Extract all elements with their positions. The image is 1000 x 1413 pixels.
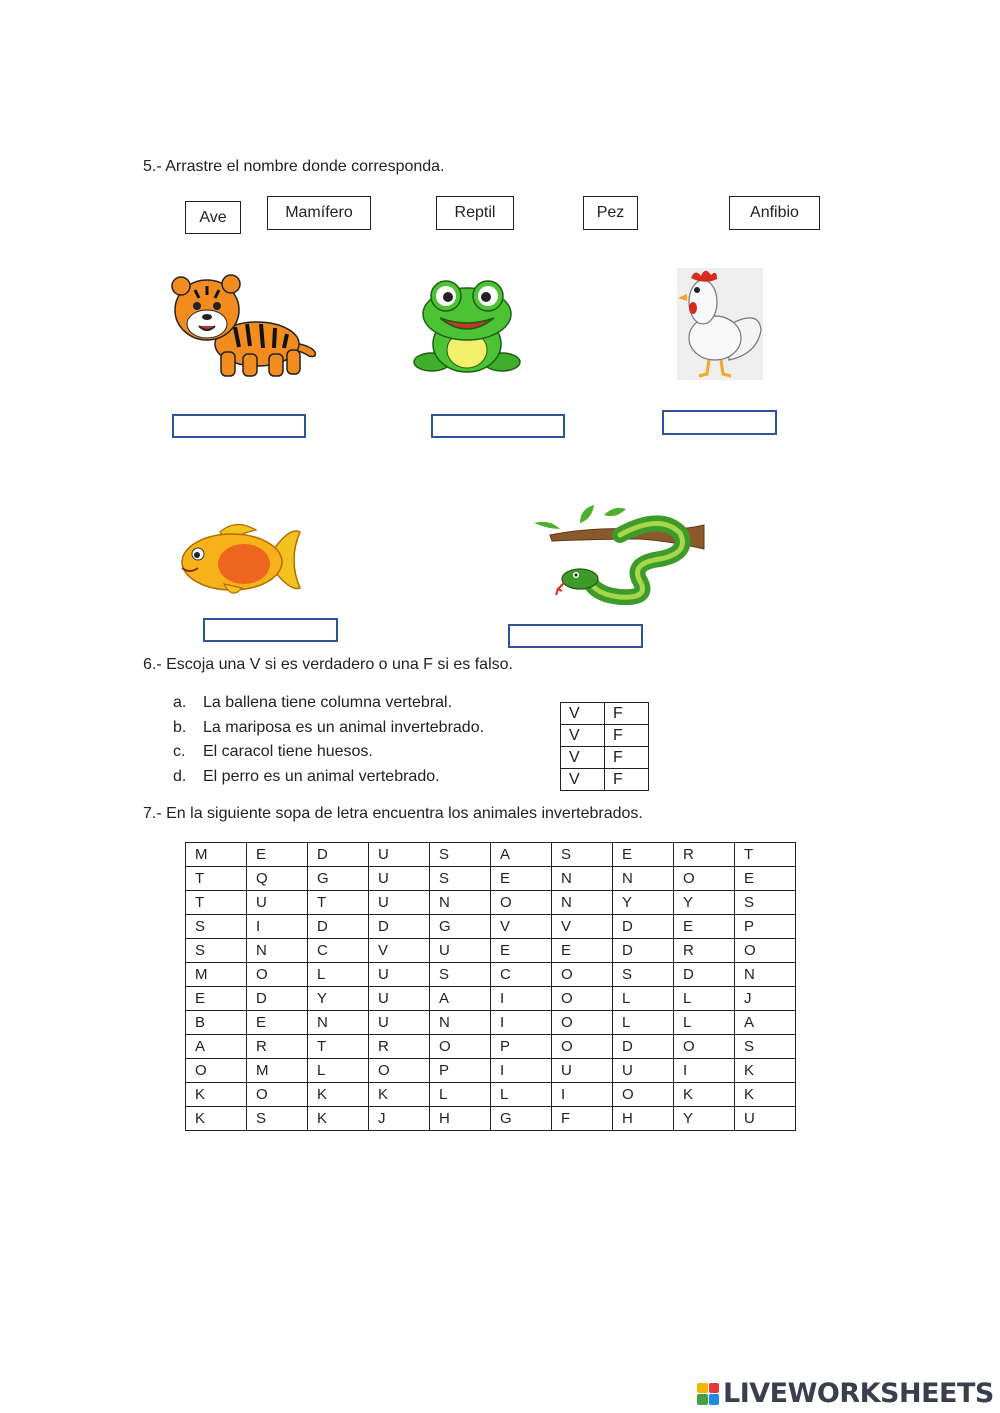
grid-cell[interactable]: L — [613, 987, 674, 1011]
grid-cell[interactable]: A — [491, 843, 552, 867]
grid-cell[interactable]: H — [613, 1107, 674, 1131]
grid-cell[interactable]: E — [674, 915, 735, 939]
grid-cell[interactable]: E — [613, 843, 674, 867]
grid-cell[interactable]: K — [735, 1059, 796, 1083]
grid-cell[interactable]: L — [308, 963, 369, 987]
grid-cell[interactable]: K — [308, 1107, 369, 1131]
grid-cell[interactable]: L — [674, 987, 735, 1011]
grid-cell[interactable]: V — [369, 939, 430, 963]
drop-box-snake[interactable] — [508, 624, 643, 648]
grid-cell[interactable]: I — [552, 1083, 613, 1107]
option-v-c[interactable]: V — [561, 747, 605, 769]
grid-cell[interactable]: D — [369, 915, 430, 939]
grid-cell[interactable]: M — [186, 843, 247, 867]
grid-row — [186, 867, 796, 891]
grid-row — [186, 987, 796, 1011]
question-a: a. La ballena tiene columna vertebral. — [173, 694, 453, 711]
grid-row — [186, 1083, 796, 1107]
grid-cell[interactable]: D — [308, 915, 369, 939]
fish-image — [176, 518, 302, 602]
grid-cell[interactable]: L — [491, 1083, 552, 1107]
grid-cell[interactable]: N — [247, 939, 308, 963]
grid-cell[interactable]: A — [186, 1035, 247, 1059]
grid-cell[interactable]: E — [491, 867, 552, 891]
grid-cell[interactable]: Y — [674, 1107, 735, 1131]
grid-cell[interactable]: N — [430, 891, 491, 915]
question-d: d. El perro es un animal vertebrado. — [173, 768, 440, 785]
grid-cell[interactable]: G — [308, 867, 369, 891]
grid-cell[interactable]: P — [491, 1035, 552, 1059]
grid-cell[interactable]: H — [430, 1107, 491, 1131]
grid-cell[interactable]: S — [735, 1035, 796, 1059]
option-v-a[interactable]: V — [561, 703, 605, 725]
grid-cell[interactable]: O — [552, 963, 613, 987]
grid-cell[interactable]: L — [674, 1011, 735, 1035]
grid-cell[interactable]: E — [552, 939, 613, 963]
grid-cell[interactable]: A — [735, 1011, 796, 1035]
drop-box-hen[interactable] — [662, 410, 777, 435]
section5-heading: 5.- Arrastre el nombre donde corresponda. — [143, 158, 445, 175]
grid-cell[interactable]: S — [430, 843, 491, 867]
grid-cell[interactable]: V — [491, 915, 552, 939]
grid-cell[interactable]: U — [369, 843, 430, 867]
question-b: b. La mariposa es un animal invertebrado. — [173, 719, 485, 736]
grid-cell[interactable]: A — [430, 987, 491, 1011]
grid-row — [186, 1035, 796, 1059]
grid-cell[interactable]: D — [247, 987, 308, 1011]
grid-cell[interactable]: O — [613, 1083, 674, 1107]
grid-cell[interactable]: O — [674, 1035, 735, 1059]
grid-cell[interactable]: N — [308, 1011, 369, 1035]
option-v-b[interactable]: V — [561, 725, 605, 747]
grid-cell[interactable]: S — [247, 1107, 308, 1131]
section7-heading: 7.- En la siguiente sopa de letra encuentra los animales invertebrados. — [143, 805, 643, 822]
grid-cell[interactable]: S — [186, 939, 247, 963]
grid-cell[interactable]: N — [735, 963, 796, 987]
grid-cell[interactable]: O — [735, 939, 796, 963]
grid-cell[interactable]: D — [613, 1035, 674, 1059]
grid-cell[interactable]: R — [674, 939, 735, 963]
grid-cell[interactable]: O — [430, 1035, 491, 1059]
option-f-a[interactable]: F — [605, 703, 649, 725]
true-false-table — [560, 702, 649, 791]
grid-cell[interactable]: U — [735, 1107, 796, 1131]
grid-cell[interactable]: S — [186, 915, 247, 939]
grid-cell[interactable]: L — [613, 1011, 674, 1035]
grid-cell[interactable]: K — [674, 1083, 735, 1107]
grid-cell[interactable]: U — [247, 891, 308, 915]
option-f-b[interactable]: F — [605, 725, 649, 747]
grid-cell[interactable]: C — [491, 963, 552, 987]
grid-cell[interactable]: R — [674, 843, 735, 867]
grid-cell[interactable]: L — [308, 1059, 369, 1083]
grid-cell[interactable]: O — [247, 963, 308, 987]
grid-cell[interactable]: S — [430, 963, 491, 987]
grid-cell[interactable]: O — [552, 987, 613, 1011]
vf-row-b — [561, 725, 649, 747]
grid-cell[interactable]: D — [674, 963, 735, 987]
grid-cell[interactable]: L — [430, 1083, 491, 1107]
option-v-d[interactable]: V — [561, 769, 605, 791]
logo-text: LIVEWORKSHEETS — [723, 1378, 994, 1409]
grid-cell[interactable]: O — [186, 1059, 247, 1083]
grid-cell[interactable]: S — [735, 891, 796, 915]
grid-cell[interactable]: O — [247, 1083, 308, 1107]
tiger-image — [165, 272, 323, 382]
grid-cell[interactable]: U — [369, 1011, 430, 1035]
grid-cell[interactable]: Y — [674, 891, 735, 915]
word-pez[interactable]: Pez — [583, 196, 638, 230]
grid-cell[interactable]: K — [186, 1083, 247, 1107]
grid-cell[interactable]: E — [247, 843, 308, 867]
word-search-grid — [185, 842, 796, 1131]
option-f-d[interactable]: F — [605, 769, 649, 791]
grid-cell[interactable]: K — [308, 1083, 369, 1107]
option-f-c[interactable]: F — [605, 747, 649, 769]
grid-cell[interactable]: I — [674, 1059, 735, 1083]
grid-cell[interactable]: M — [186, 963, 247, 987]
grid-cell[interactable]: C — [308, 939, 369, 963]
vf-row-d — [561, 769, 649, 791]
grid-cell[interactable]: T — [186, 891, 247, 915]
grid-cell[interactable]: P — [430, 1059, 491, 1083]
grid-row — [186, 891, 796, 915]
grid-cell[interactable]: K — [186, 1107, 247, 1131]
grid-cell[interactable]: D — [613, 939, 674, 963]
grid-cell[interactable]: S — [430, 867, 491, 891]
snake-image — [530, 505, 706, 605]
grid-cell[interactable]: O — [552, 1011, 613, 1035]
grid-cell[interactable]: T — [186, 867, 247, 891]
grid-cell[interactable]: N — [613, 867, 674, 891]
word-reptil[interactable]: Reptil — [436, 196, 514, 230]
grid-cell[interactable]: N — [430, 1011, 491, 1035]
logo-mark-icon — [697, 1383, 719, 1405]
grid-cell[interactable]: V — [552, 915, 613, 939]
grid-cell[interactable]: O — [369, 1059, 430, 1083]
grid-cell[interactable]: Y — [308, 987, 369, 1011]
liveworksheets-logo — [697, 1378, 994, 1409]
grid-cell[interactable]: K — [369, 1083, 430, 1107]
grid-cell[interactable]: N — [552, 867, 613, 891]
grid-cell[interactable]: O — [674, 867, 735, 891]
grid-cell[interactable]: U — [430, 939, 491, 963]
grid-cell[interactable]: I — [491, 1059, 552, 1083]
grid-cell[interactable]: E — [491, 939, 552, 963]
grid-cell[interactable]: J — [369, 1107, 430, 1131]
grid-cell[interactable]: U — [369, 963, 430, 987]
section6-heading: 6.- Escoja una V si es verdadero o una F si es falso. — [143, 656, 513, 673]
grid-cell[interactable]: D — [308, 843, 369, 867]
grid-row — [186, 1107, 796, 1131]
grid-cell[interactable]: U — [369, 891, 430, 915]
grid-cell[interactable]: O — [491, 891, 552, 915]
grid-row — [186, 915, 796, 939]
grid-row — [186, 1011, 796, 1035]
grid-cell[interactable]: E — [247, 1011, 308, 1035]
word-mamifero[interactable]: Mamífero — [267, 196, 371, 230]
grid-cell[interactable]: R — [247, 1035, 308, 1059]
grid-cell[interactable]: E — [186, 987, 247, 1011]
grid-cell[interactable]: D — [613, 915, 674, 939]
drop-box-frog[interactable] — [431, 414, 565, 438]
grid-cell[interactable]: S — [613, 963, 674, 987]
drop-box-tiger[interactable] — [172, 414, 306, 438]
grid-cell[interactable]: F — [552, 1107, 613, 1131]
grid-cell[interactable]: T — [735, 843, 796, 867]
grid-cell[interactable]: R — [369, 1035, 430, 1059]
drop-box-fish[interactable] — [203, 618, 338, 642]
grid-cell[interactable]: S — [552, 843, 613, 867]
grid-cell[interactable]: U — [369, 987, 430, 1011]
grid-cell[interactable]: T — [308, 891, 369, 915]
grid-cell[interactable]: G — [491, 1107, 552, 1131]
grid-cell[interactable]: J — [735, 987, 796, 1011]
grid-cell[interactable]: T — [308, 1035, 369, 1059]
grid-cell[interactable]: N — [552, 891, 613, 915]
frog-image — [412, 278, 522, 378]
grid-cell[interactable]: P — [735, 915, 796, 939]
grid-cell[interactable]: U — [369, 867, 430, 891]
grid-cell[interactable]: O — [552, 1035, 613, 1059]
question-c: c. El caracol tiene huesos. — [173, 743, 373, 760]
grid-row — [186, 963, 796, 987]
grid-row — [186, 939, 796, 963]
grid-cell[interactable]: B — [186, 1011, 247, 1035]
grid-cell[interactable]: G — [430, 915, 491, 939]
vf-row-c — [561, 747, 649, 769]
hen-image — [677, 268, 763, 380]
grid-row — [186, 1059, 796, 1083]
grid-cell[interactable]: M — [247, 1059, 308, 1083]
grid-cell[interactable]: I — [491, 1011, 552, 1035]
grid-cell[interactable]: U — [552, 1059, 613, 1083]
grid-cell[interactable]: I — [491, 987, 552, 1011]
vf-row-a — [561, 703, 649, 725]
grid-cell[interactable]: Q — [247, 867, 308, 891]
grid-cell[interactable]: U — [613, 1059, 674, 1083]
word-ave[interactable]: Ave — [185, 201, 241, 234]
word-anfibio[interactable]: Anfibio — [729, 196, 820, 230]
grid-cell[interactable]: E — [735, 867, 796, 891]
grid-cell[interactable]: I — [247, 915, 308, 939]
grid-cell[interactable]: K — [735, 1083, 796, 1107]
grid-row — [186, 843, 796, 867]
grid-cell[interactable]: Y — [613, 891, 674, 915]
